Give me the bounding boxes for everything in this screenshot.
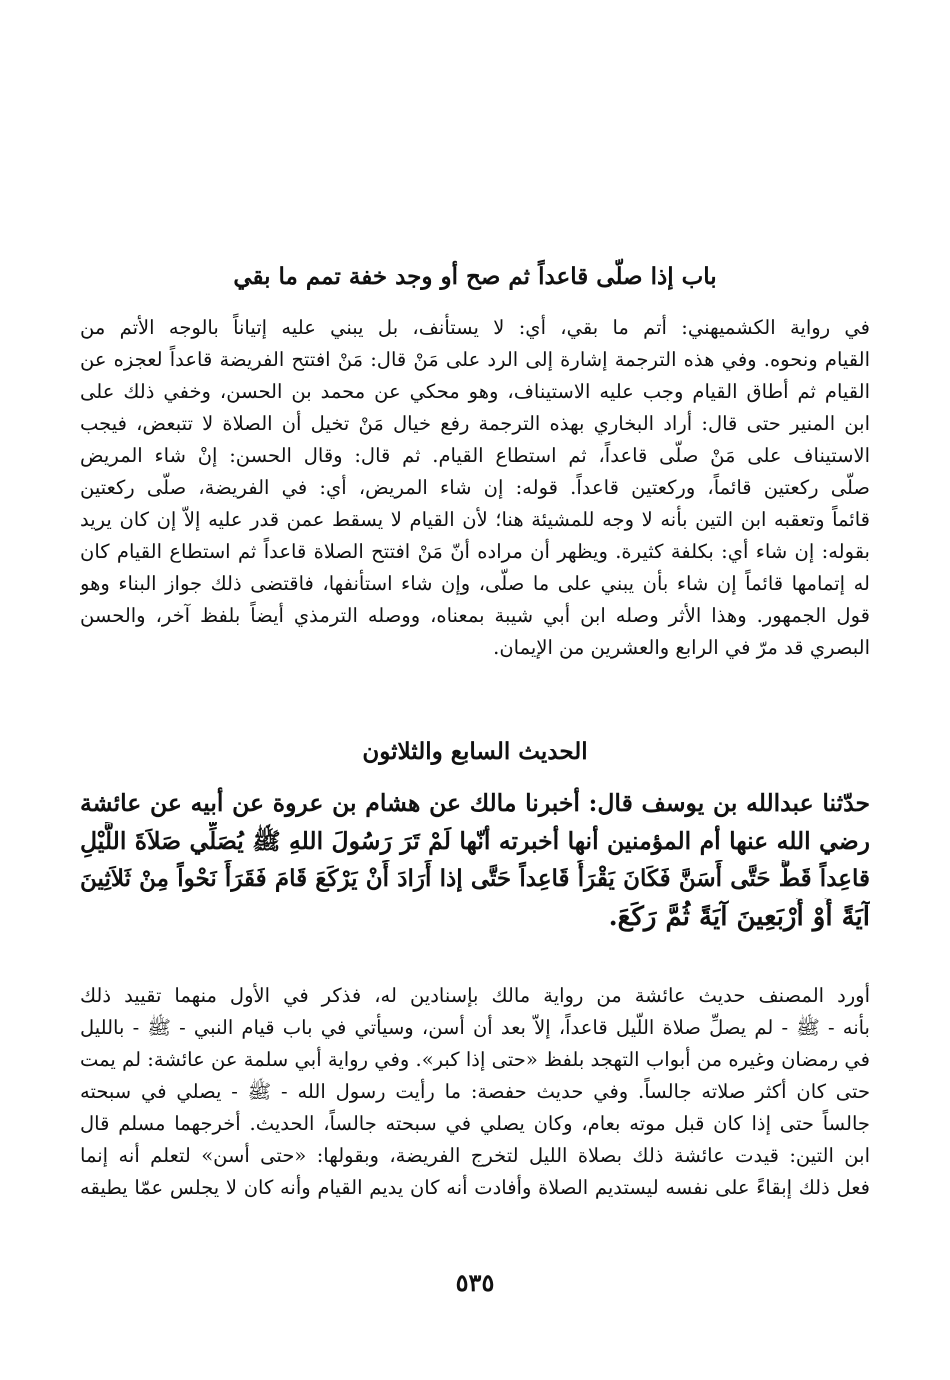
hadith-line: رضي الله عنها أم المؤمنين أنها أخبرته أنّها لَمْ تَرَ رَسُولَ اللهِ ﷺ يُصَلِّي صَلاَةَ اللَّيْلِ — [80, 827, 870, 855]
hadith-line: حدّثنا عبدالله بن يوسف قال: أخبرنا مالك عن هشام بن عروة عن أبيه عن عائشة — [80, 789, 870, 817]
hadith-line: قاعِداً قَطُّ حَتَّى أَسَنَّ فَكَانَ يَقْرَأُ قَاعِداً حَتَّى إذا أَرَادَ أَنْ يَرْكَعَ قَامَ فَقَرَأَ نَحْواً مِنْ ثَلاَثِينَ — [80, 865, 870, 892]
text-line: ابن المنير حتى قال: أراد البخاري بهذه الترجمة رفع خيال مَنْ تخيل أن الصلاة لا تتبعض، فيجب — [80, 412, 870, 435]
chapter-title: باب إذا صلّى قاعداً ثم صح أو وجد خفة تمم ما بقي — [233, 263, 717, 290]
commentary-paragraph-1 — [80, 312, 870, 664]
text-line: قائماً وتعقبه ابن التين بأنه لا وجه للمشيئة هنا؛ لأن القيام لا يسقط عمن قدر عليه إلاّ إن كان يريد — [80, 508, 870, 531]
hadith-line: آيَةً أَوْ أَرْبَعِينَ آيَةً ثُمَّ رَكَعَ. — [608, 902, 870, 932]
text-line: في رمضان وغيره من أبواب التهجد بلفظ «حتى إذا كبر». وفي رواية أبي سلمة عن عائشة: لم يمت — [80, 1048, 870, 1071]
page-number: ٥٣٥ — [455, 1268, 495, 1297]
text-line: القيام ثم أطاق القيام وجب عليه الاستيناف، وهو محكي عن محمد بن الحسن، وخفي ذلك على — [80, 380, 870, 403]
text-line: البصري قد مرّ في الرابع والعشرين من الإيمان. — [493, 636, 870, 659]
text-line: في رواية الكشميهني: أتم ما بقي، أي: لا يستأنف، بل يبني عليه إتياناً بالوجه الأتم من — [80, 316, 870, 339]
commentary-paragraph-2 — [80, 980, 870, 1204]
text-line: ابن التين: قيدت عائشة ذلك بصلاة الليل لتخرج الفريضة، وبقولها: «حتى أسن» لتعلم أنه إنما — [80, 1144, 870, 1167]
text-line: بقوله: إن شاء أي: بكلفة كثيرة. ويظهر أن مراده أنّ مَنْ افتتح الصلاة قاعداً ثم استطاع القيام كان — [80, 540, 870, 563]
text-line: أورد المصنف حديث عائشة من رواية مالك بإسنادين له، فذكر في الأول منهما تقييد ذلك — [80, 984, 870, 1007]
text-line: جالساً حتى إذا كان قبل موته بعام، وكان يصلي في سبحته جالساً، الحديث. أخرجهما مسلم قال — [80, 1112, 870, 1135]
text-line: الاستيناف على مَنْ صلّى قاعداً، ثم استطاع القيام. ثم قال: وقال الحسن: إنْ شاء المريض — [80, 444, 870, 467]
text-line: قول الجمهور. وهذا الأثر وصله ابن أبي شيبة بمعناه، ووصله الترمذي أيضاً بلفظ آخر، والحسن — [80, 604, 870, 627]
book-page — [80, 0, 870, 1380]
text-line: فعل ذلك إبقاءً على نفسه ليستديم الصلاة وأفادت أنه كان يديم القيام وأنه كان لا يجلس عمّا يطيقه — [80, 1176, 870, 1199]
hadith-title: الحديث السابع والثلاثون — [362, 738, 588, 765]
hadith-text — [80, 784, 870, 936]
text-line: بأنه - ﷺ - لم يصلِّ صلاة اللّيل قاعداً، إلاّ بعد أن أسن، وسيأتي في باب قيام النبي - ﷺ - بالليل — [80, 1016, 870, 1039]
text-line: صلّى ركعتين قائماً، وركعتين قاعداً. قوله: إن شاء المريض، أي: في الفريضة، صلّى ركعتين — [80, 476, 870, 499]
text-line: القيام ونحوه. وفي هذه الترجمة إشارة إلى الرد على مَنْ قال: مَنْ افتتح الفريضة قاعداً لعجزه عن — [80, 348, 870, 371]
text-line: له إتمامها قائماً إن شاء بأن يبني على ما صلّى، وإن شاء استأنفها، فاقتضى ذلك جواز البناء وهو — [80, 572, 870, 595]
text-line: حتى كان أكثر صلاته جالساً. وفي حديث حفصة: ما رأيت رسول الله - ﷺ - يصلي في سبحته — [80, 1080, 870, 1103]
